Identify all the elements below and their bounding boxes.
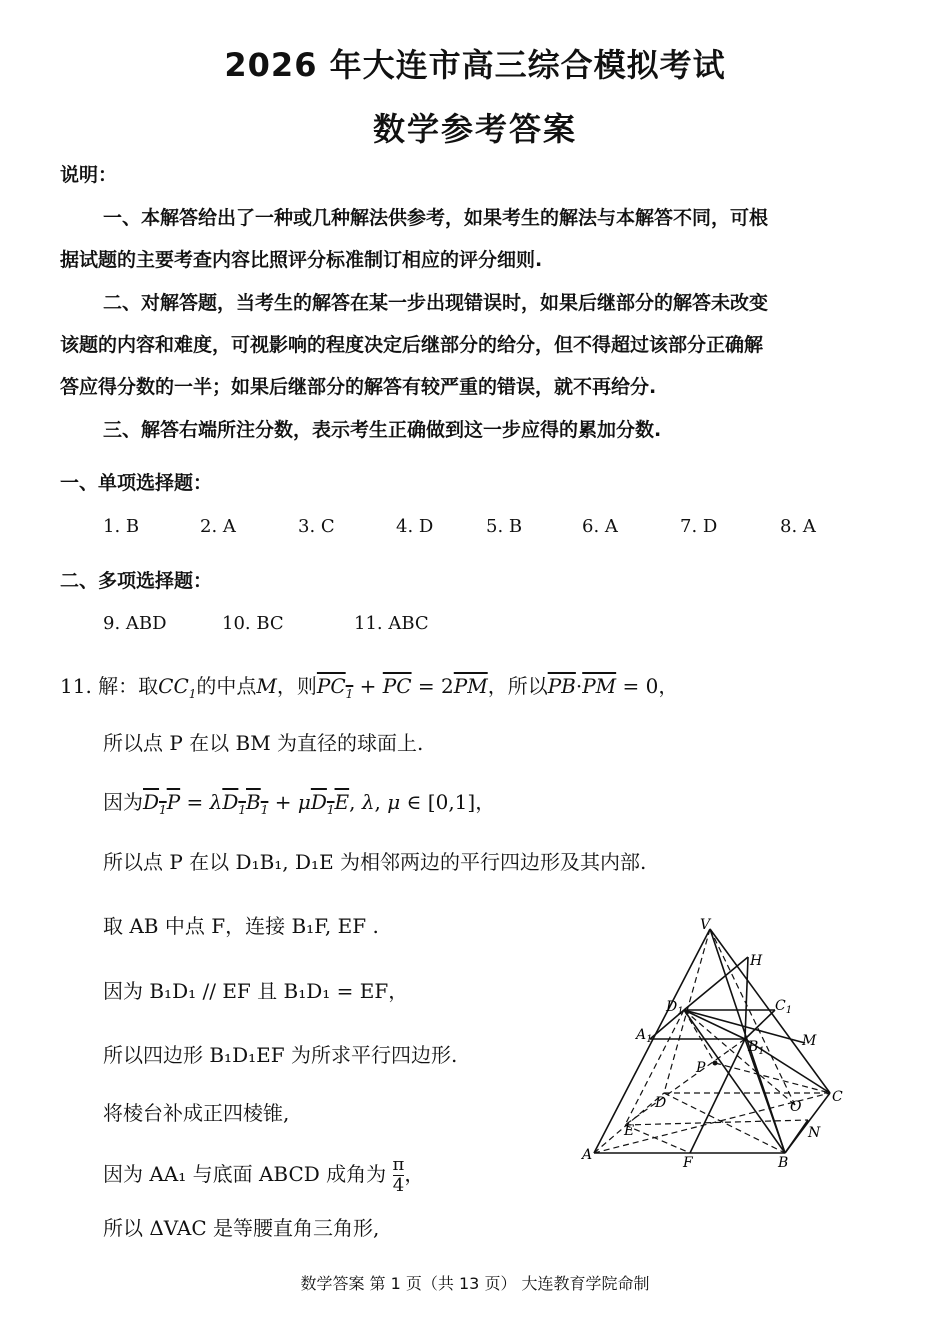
label-B: B — [778, 1155, 789, 1171]
label-O: O — [790, 1099, 802, 1115]
page-footer: 数学答案 第 1 页（共 13 页） 大连教育学院命制 — [300, 1274, 650, 1293]
label-A1: $A_1$ — [636, 1027, 653, 1045]
answer-9: 9. ABD — [103, 613, 167, 634]
solution-line-2: 所以点 P 在以 BM 为直径的球面上. — [103, 731, 424, 755]
label-D1: $D_1$ — [666, 999, 684, 1017]
label-C: C — [832, 1089, 843, 1105]
solution-line-6: 因为 B₁D₁ // EF 且 B₁D₁ = EF， — [103, 979, 409, 1003]
answer-3: 3. C — [298, 516, 335, 537]
label-V: V — [700, 917, 711, 933]
note-3: 三、解答右端所注分数，表示考生正确做到这一步应得的累加分数. — [103, 419, 662, 441]
solution-line-10: 所以 ΔVAC 是等腰直角三角形, — [103, 1216, 380, 1240]
solution-line-3: 因为$D_1P = \lambda D_1B_1 + \mu D_1E$, λ, μ ∈ [0,1]， — [103, 790, 496, 817]
frustum-figure — [580, 915, 850, 1175]
segment-cc1: $CC_1$ — [158, 674, 197, 701]
answer-subtitle: 数学参考答案 — [372, 110, 577, 148]
problem-number: 11. — [60, 674, 92, 698]
answer-8: 8. A — [780, 516, 816, 537]
label-A: A — [582, 1147, 593, 1163]
solution-line-4: 所以点 P 在以 D₁B₁, D₁E 为相邻两边的平行四边形及其内部. — [103, 850, 647, 874]
answer-5: 5. B — [486, 516, 523, 537]
answer-2: 2. A — [200, 516, 236, 537]
note-1-line-2: 据试题的主要考查内容比照评分标准制订相应的评分细则. — [60, 249, 543, 271]
solution-line-9: 因为 AA₁ 与底面 ABCD 成角为 $\frac{\pi}{4}$ ， — [103, 1154, 425, 1196]
label-E: E — [624, 1123, 635, 1139]
answer-1: 1. B — [103, 516, 140, 537]
answer-10: 10. BC — [222, 613, 284, 634]
answer-6: 6. A — [582, 516, 618, 537]
note-2-line-2: 该题的内容和难度，可视影响的程度决定后继部分的给分，但不得超过该部分正确解 — [60, 334, 764, 356]
note-2-line-3: 答应得分数的一半；如果后继部分的解答有较严重的错误，就不再给分. — [60, 376, 657, 398]
label-F: F — [683, 1155, 693, 1171]
label-M: M — [802, 1033, 817, 1049]
label-H: H — [750, 953, 763, 969]
solution-line-8: 将棱台补成正四棱锥, — [103, 1101, 290, 1125]
fraction-pi-over-4: $\frac{\pi}{4}$ — [392, 1154, 405, 1196]
section-multi-choice-heading: 二、多项选择题： — [60, 570, 213, 592]
label-B1: $B_1$ — [748, 1039, 765, 1057]
label-D: D — [655, 1095, 667, 1111]
solution-line-1: 11. 解：取$CC_1$的中点M，则$PC_1 + \overline{PC} = 2\overline{PM}$，所以$\overline{PB}\cdot\overline{PM} = 0$， — [60, 674, 679, 701]
label-N: N — [808, 1125, 821, 1141]
solution-line-7: 所以四边形 B₁D₁EF 为所求平行四边形. — [103, 1043, 458, 1067]
answer-4: 4. D — [396, 516, 434, 537]
answer-11: 11. ABC — [354, 613, 429, 634]
note-2-line-1: 二、对解答题，当考生的解答在某一步出现错误时，如果后继部分的解答未改变 — [103, 292, 769, 314]
exam-title: 2026 年大连市高三综合模拟考试 — [224, 46, 726, 84]
answer-7: 7. D — [680, 516, 718, 537]
label-C1: $C_1$ — [775, 998, 793, 1016]
solution-line-5: 取 AB 中点 F，连接 B₁F, EF . — [103, 914, 379, 938]
note-1-line-1: 一、本解答给出了一种或几种解法供参考，如果考生的解法与本解答不同，可根 — [103, 207, 769, 229]
notes-heading: 说明： — [60, 164, 118, 186]
label-P: P — [696, 1060, 706, 1076]
section-single-choice-heading: 一、单项选择题： — [60, 472, 213, 494]
